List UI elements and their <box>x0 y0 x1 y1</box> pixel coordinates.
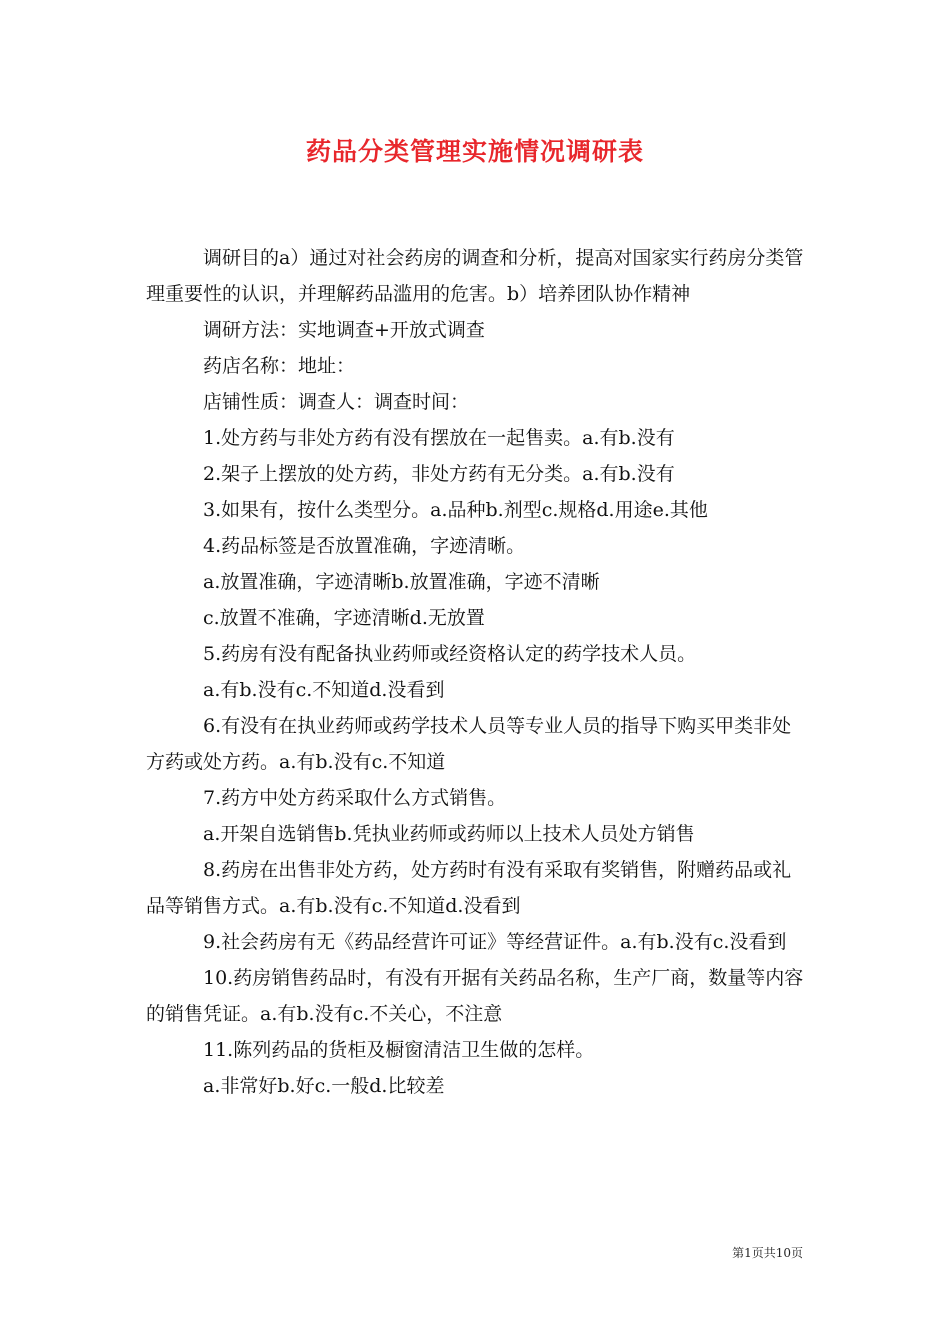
paragraph-store-name: 药店名称：地址： <box>203 355 356 377</box>
paragraph-purpose: 调研目的a）通过对社会药房的调查和分析，提高对国家实行药房分类管理重要性的认识，并理解药品滥用的危害。b）培养团队协作精神 <box>146 247 804 305</box>
question-3: 3.如果有，按什么类型分。a.品种b.剂型c.规格d.用途e.其他 <box>203 499 708 521</box>
question-4-options-a: a.放置准确，字迹清晰b.放置准确，字迹不清晰 <box>203 571 600 593</box>
question-8: 8.药房在出售非处方药，处方药时有没有采取有奖销售，附赠药品或礼品等销售方式。a.有b.没有c.不知道d.没看到 <box>146 859 792 917</box>
question-5-options: a.有b.没有c.不知道d.没看到 <box>203 679 445 701</box>
page-number: 第1页共10页 <box>732 1246 803 1260</box>
question-1: 1.处方药与非处方药有没有摆放在一起售卖。a.有b.没有 <box>203 427 675 449</box>
question-2: 2.架子上摆放的处方药，非处方药有无分类。a.有b.没有 <box>203 463 675 485</box>
question-6: 6.有没有在执业药师或药学技术人员等专业人员的指导下购买甲类非处方药或处方药。a.有b.没有c.不知道 <box>146 715 792 773</box>
question-11-options: a.非常好b.好c.一般d.比较差 <box>203 1075 445 1097</box>
question-5: 5.药房有没有配备执业药师或经资格认定的药学技术人员。 <box>203 643 697 665</box>
question-10: 10.药房销售药品时，有没有开据有关药品名称，生产厂商，数量等内容的销售凭证。a.有b.没有c.不关心，不注意 <box>146 967 804 1025</box>
document-body <box>146 240 806 1104</box>
paragraph-store-type: 店铺性质：调查人：调查时间： <box>203 391 470 413</box>
paragraph-method: 调研方法：实地调查+开放式调查 <box>203 319 485 341</box>
question-7: 7.药方中处方药采取什么方式销售。 <box>203 787 507 809</box>
question-11: 11.陈列药品的货柜及橱窗清洁卫生做的怎样。 <box>203 1039 595 1061</box>
question-4-options-b: c.放置不准确，字迹清晰d.无放置 <box>203 607 485 629</box>
question-4: 4.药品标签是否放置准确，字迹清晰。 <box>203 535 526 557</box>
document-title: 药品分类管理实施情况调研表 <box>305 137 644 166</box>
question-9: 9.社会药房有无《药品经营许可证》等经营证件。a.有b.没有c.没看到 <box>203 931 787 953</box>
question-7-options: a.开架自选销售b.凭执业药师或药师以上技术人员处方销售 <box>203 823 695 845</box>
